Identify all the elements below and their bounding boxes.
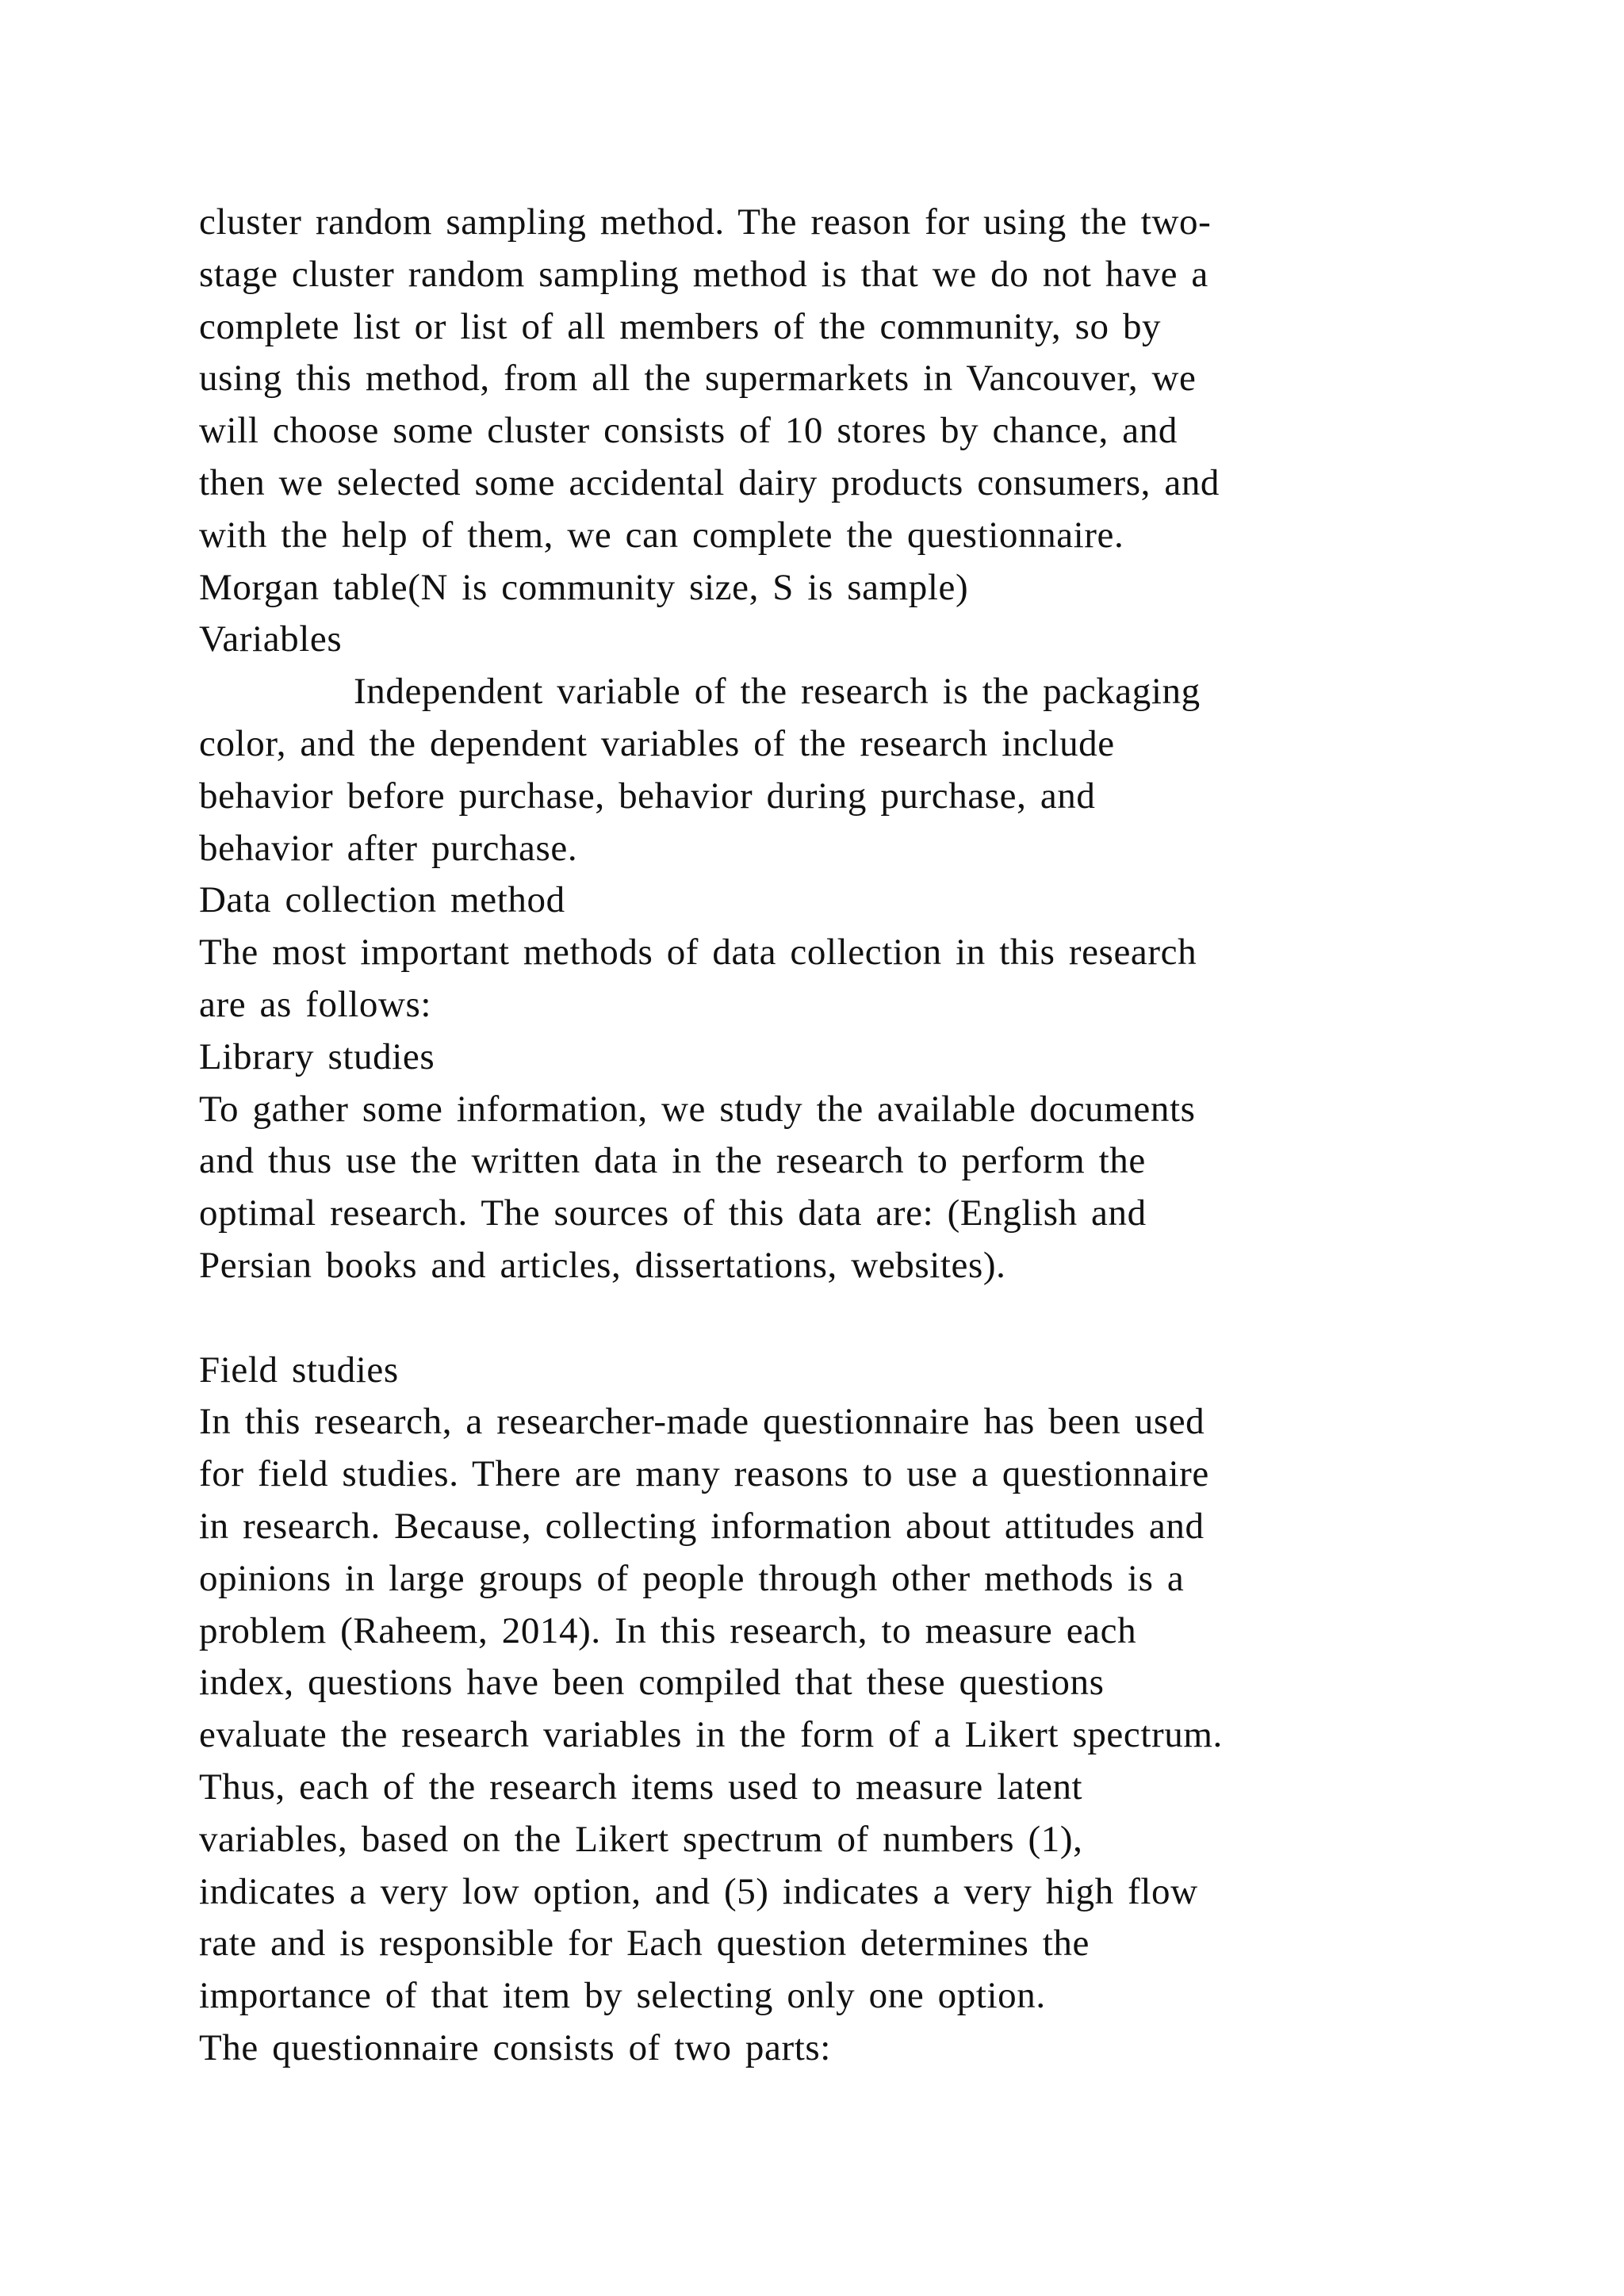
paragraph-line: color, and the dependent variables of the research include (199, 722, 1115, 764)
paragraph-line: in research. Because, collecting information about attitudes and (199, 1505, 1205, 1547)
paragraph-line: index, questions have been compiled that these questions (199, 1662, 1105, 1704)
section-heading-library-studies: Library studies (199, 1035, 435, 1077)
paragraph-line: cluster random sampling method. The reason for using the two- (199, 201, 1212, 243)
paragraph-line: Thus, each of the research items used to measure latent (199, 1766, 1083, 1808)
paragraph-line: will choose some cluster consists of 10 stores by chance, and (199, 410, 1178, 452)
paragraph-line: To gather some information, we study the available documents (199, 1088, 1196, 1130)
document-body (199, 197, 1436, 2075)
paragraph-line: variables, based on the Likert spectrum of numbers (1), (199, 1818, 1083, 1860)
paragraph-line: evaluate the research variables in the form of a Likert spectrum. (199, 1714, 1223, 1756)
paragraph-line: stage cluster random sampling method is that we do not have a (199, 253, 1208, 295)
paragraph-spacer (199, 1292, 1436, 1345)
paragraph-line: using this method, from all the supermarkets in Vancouver, we (199, 358, 1197, 400)
paragraph-line: are as follows: (199, 983, 432, 1025)
paragraph-line: The most important methods of data collection in this research (199, 932, 1197, 974)
paragraph-line: importance of that item by selecting only one option. (199, 1975, 1046, 2017)
section-heading-variables: Variables (199, 618, 343, 660)
paragraph-line: behavior after purchase. (199, 827, 578, 869)
paragraph-line: problem (Raheem, 2014). In this research, to measure each (199, 1609, 1137, 1651)
paragraph-line: complete list or list of all members of the community, so by (199, 305, 1162, 347)
paragraph-line: behavior before purchase, behavior during purchase, and (199, 775, 1096, 817)
paragraph-line: Persian books and articles, dissertations, websites). (199, 1244, 1006, 1286)
paragraph-line: opinions in large groups of people through other methods is a (199, 1557, 1185, 1599)
paragraph-line: for field studies. There are many reasons to use a questionnaire (199, 1453, 1209, 1495)
paragraph-line: then we selected some accidental dairy products consumers, and (199, 461, 1220, 503)
paragraph-line: indicates a very low option, and (5) indicates a very high flow (199, 1870, 1198, 1912)
paragraph-line: rate and is responsible for Each question determines the (199, 1923, 1090, 1965)
table-caption: Morgan table(N is community size, S is sample) (199, 566, 969, 608)
paragraph-line: optimal research. The sources of this data are: (English and (199, 1192, 1147, 1234)
paragraph-line: Independent variable of the research is the packaging (354, 671, 1201, 713)
paragraph-line: and thus use the written data in the research to perform the (199, 1140, 1146, 1182)
section-heading-data-collection: Data collection method (199, 879, 565, 921)
section-heading-field-studies: Field studies (199, 1349, 399, 1391)
questionnaire-parts-line: The questionnaire consists of two parts: (199, 2026, 831, 2068)
paragraph-line: In this research, a researcher-made questionnaire has been used (199, 1401, 1205, 1443)
paragraph-line: with the help of them, we can complete the questionnaire. (199, 514, 1124, 556)
